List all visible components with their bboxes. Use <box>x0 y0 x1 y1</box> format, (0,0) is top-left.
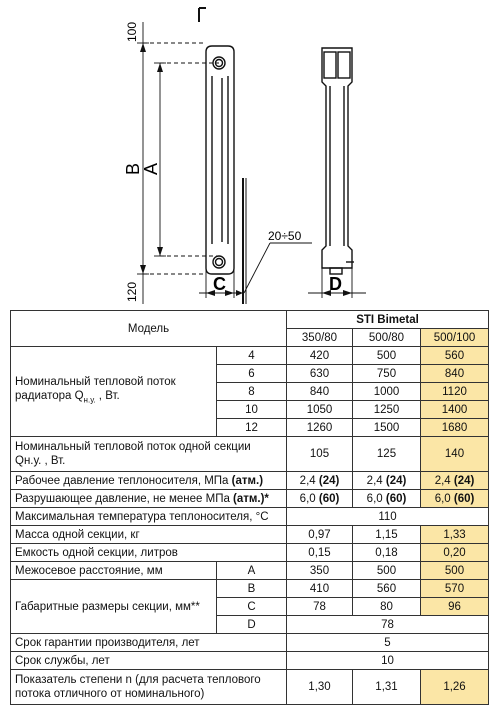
cell-value: 0,97 <box>287 526 353 544</box>
cell-value: 570 <box>421 580 489 598</box>
section-flow-label: Номинальный тепловой поток одной секции Qн.у. , Вт. <box>11 437 287 472</box>
cell-value: 105 <box>287 437 353 472</box>
capacity-label: Емкость одной секции, литров <box>11 544 287 562</box>
dims-label: Габаритные размеры секции, мм** <box>11 580 217 634</box>
sections-count: 6 <box>217 365 287 383</box>
axis-sub: A <box>217 562 287 580</box>
dims-sub: D <box>217 616 287 634</box>
cell-value: 1,15 <box>353 526 421 544</box>
table-row <box>11 347 489 365</box>
table-row <box>11 472 489 490</box>
dims-d-value: 78 <box>287 616 489 634</box>
cell-value: 2,4 (24) <box>421 472 489 490</box>
dim-gap: 20÷50 <box>268 229 302 243</box>
cell-value: 6,0 (60) <box>287 490 353 508</box>
service-value: 10 <box>287 652 489 670</box>
cell-value: 0,15 <box>287 544 353 562</box>
cell-value: 0,18 <box>353 544 421 562</box>
cell-value: 96 <box>421 598 489 616</box>
sections-count: 12 <box>217 419 287 437</box>
max-temp-label: Максимальная температура теплоносителя, °С <box>11 508 287 526</box>
cell-value: 630 <box>287 365 353 383</box>
cell-value: 6,0 (60) <box>353 490 421 508</box>
model-350-80: 350/80 <box>287 329 353 347</box>
warranty-label: Срок гарантии производителя, лет <box>11 634 287 652</box>
table-row <box>11 437 489 472</box>
cell-value: 840 <box>421 365 489 383</box>
cell-value: 1050 <box>287 401 353 419</box>
cell-value: 80 <box>353 598 421 616</box>
burst-pressure-label: Разрушающее давление, не менее МПа (атм.)* <box>11 490 287 508</box>
cell-value: 6,0 (60) <box>421 490 489 508</box>
cell-value: 78 <box>287 598 353 616</box>
table-row <box>11 508 489 526</box>
max-temp-value: 110 <box>287 508 489 526</box>
table-row <box>11 580 489 598</box>
dim-120: 120 <box>125 281 139 302</box>
cell-value: 420 <box>287 347 353 365</box>
cell-value: 1,26 <box>421 670 489 705</box>
header-row <box>11 311 489 329</box>
axis-label: Межосевое расстояние, мм <box>11 562 217 580</box>
spec-table <box>10 310 489 705</box>
sections-count: 10 <box>217 401 287 419</box>
cell-value: 1,31 <box>353 670 421 705</box>
cell-value: 0,20 <box>421 544 489 562</box>
cell-value: 500 <box>353 562 421 580</box>
mass-label: Масса одной секции, кг <box>11 526 287 544</box>
dim-100: 100 <box>125 21 139 42</box>
cell-value: 2,4 (24) <box>353 472 421 490</box>
brand-label: STI Bimetal <box>287 311 489 329</box>
sections-count: 8 <box>217 383 287 401</box>
working-pressure-label: Рабочее давление теплоносителя, МПа (атм.) <box>11 472 287 490</box>
table-row <box>11 652 489 670</box>
dim-c: C <box>213 274 226 294</box>
dims-sub: B <box>217 580 287 598</box>
cell-value: 410 <box>287 580 353 598</box>
table-row <box>11 634 489 652</box>
cell-value: 125 <box>353 437 421 472</box>
service-label: Срок службы, лет <box>11 652 287 670</box>
cell-value: 1400 <box>421 401 489 419</box>
cell-value: 1,30 <box>287 670 353 705</box>
dim-a: A <box>141 162 161 175</box>
radiator-drawing <box>0 0 500 310</box>
cell-value: 560 <box>421 347 489 365</box>
cell-value: 2,4 (24) <box>287 472 353 490</box>
dim-d: D <box>329 274 342 294</box>
model-500-100: 500/100 <box>421 329 489 347</box>
cell-value: 500 <box>353 347 421 365</box>
dims-sub: C <box>217 598 287 616</box>
warranty-value: 5 <box>287 634 489 652</box>
exponent-label: Показатель степени n (для расчета теплового потока отличного от номинального) <box>11 670 287 705</box>
table-row <box>11 526 489 544</box>
cell-value: 750 <box>353 365 421 383</box>
cell-value: 140 <box>421 437 489 472</box>
cell-value: 1000 <box>353 383 421 401</box>
sections-count: 4 <box>217 347 287 365</box>
flow-label: Номинальный тепловой поток радиатора $Q_{н.у.}$ , Вт. <box>11 347 217 437</box>
cell-value: 1120 <box>421 383 489 401</box>
dim-b: B <box>123 162 143 175</box>
cell-value: 500 <box>421 562 489 580</box>
table-row <box>11 670 489 705</box>
table-row <box>11 562 489 580</box>
cell-value: 1680 <box>421 419 489 437</box>
table-row <box>11 544 489 562</box>
model-500-80: 500/80 <box>353 329 421 347</box>
cell-value: 840 <box>287 383 353 401</box>
cell-value: 1260 <box>287 419 353 437</box>
cell-value: 560 <box>353 580 421 598</box>
cell-value: 350 <box>287 562 353 580</box>
cell-value: 1500 <box>353 419 421 437</box>
table-row <box>11 490 489 508</box>
cell-value: 1250 <box>353 401 421 419</box>
cell-value: 1,33 <box>421 526 489 544</box>
model-label: Модель <box>11 311 287 347</box>
